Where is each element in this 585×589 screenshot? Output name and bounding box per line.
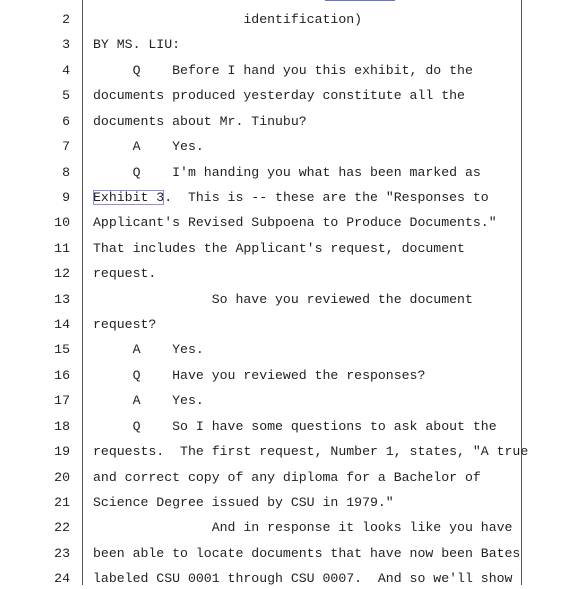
line-text <box>93 137 204 157</box>
line-text <box>93 239 465 259</box>
line-number: 12 <box>54 266 70 282</box>
line-text <box>93 569 512 589</box>
line-number: 20 <box>54 469 70 485</box>
line-text-segment: documents about Mr. Tinubu? <box>93 113 307 129</box>
transcript-line <box>0 290 585 310</box>
line-text <box>93 35 180 55</box>
line-number: 3 <box>62 37 70 53</box>
transcript-line <box>0 417 585 437</box>
transcript-line <box>0 340 585 360</box>
transcript-line <box>0 391 585 411</box>
line-text <box>93 163 481 183</box>
line-text-segment: requests. The first request, Number 1, states, "A true <box>93 444 529 460</box>
line-number: 14 <box>54 317 70 333</box>
line-text-segment: A Yes. <box>93 139 204 155</box>
line-text-segment: And in response it looks like you have <box>93 520 513 536</box>
transcript-line <box>0 86 585 106</box>
transcript-line <box>0 112 585 132</box>
line-text <box>93 61 473 81</box>
transcript-line <box>0 544 585 564</box>
line-text-segment: and correct copy of any diploma for a Bachelor of <box>93 469 481 485</box>
line-text <box>93 442 528 462</box>
transcript-line <box>0 163 585 183</box>
line-text-segment: So have you reviewed the document <box>93 291 473 307</box>
transcript-line <box>0 569 585 589</box>
transcript-line <box>0 518 585 538</box>
transcript-line <box>0 366 585 386</box>
line-number: 9 <box>62 189 70 205</box>
transcript-line <box>0 264 585 284</box>
line-number: 5 <box>62 88 70 104</box>
line-text-segment: identification) <box>93 12 363 27</box>
transcript-line <box>0 188 585 208</box>
line-number: 23 <box>54 545 70 561</box>
line-number: 8 <box>62 164 70 180</box>
line-text-segment: been able to locate documents that have now been Bates <box>93 545 521 561</box>
transcript-line <box>0 35 585 55</box>
line-text-segment: request. <box>93 266 157 282</box>
transcript-line <box>0 315 585 335</box>
line-text <box>93 188 489 208</box>
line-text <box>93 518 512 538</box>
line-number: 15 <box>54 342 70 358</box>
line-text-segment: A Yes. <box>93 342 204 358</box>
line-text-segment: Applicant's Revised Subpoena to Produce Documents." <box>93 215 497 231</box>
line-text-segment: Science Degree issued by CSU in 1979." <box>93 494 394 510</box>
line-text <box>93 10 362 30</box>
line-number: 17 <box>54 393 70 409</box>
line-number: 7 <box>62 139 70 155</box>
line-text <box>93 112 307 132</box>
transcript-line <box>0 442 585 462</box>
line-text <box>93 86 465 106</box>
transcript-line <box>0 493 585 513</box>
exhibit-link-highlight <box>325 0 395 1</box>
transcript-line <box>0 239 585 259</box>
line-number: 6 <box>62 113 70 129</box>
line-number: 18 <box>54 418 70 434</box>
line-number: 19 <box>54 444 70 460</box>
line-text-segment: Q I'm handing you what has been marked as <box>93 164 481 180</box>
line-text-segment: Q Have you reviewed the responses? <box>93 367 426 383</box>
line-text <box>93 315 156 335</box>
line-text <box>93 493 394 513</box>
transcript-line <box>0 213 585 233</box>
line-text <box>93 468 481 488</box>
line-number: 11 <box>54 240 70 256</box>
line-number: 13 <box>54 291 70 307</box>
line-number: 24 <box>54 571 70 587</box>
line-number: 10 <box>54 215 70 231</box>
transcript-line <box>0 468 585 488</box>
line-text-segment: documents produced yesterday constitute all the <box>93 88 465 104</box>
line-number: 2 <box>62 12 70 27</box>
transcript-line <box>0 137 585 157</box>
line-number: 22 <box>54 520 70 536</box>
line-text <box>93 366 425 386</box>
transcript-line <box>0 61 585 81</box>
line-text-segment: . This is -- these are the "Responses to <box>164 189 489 205</box>
line-text-segment: BY MS. LIU: <box>93 37 181 53</box>
line-text-segment: request? <box>93 317 157 333</box>
line-text <box>93 340 204 360</box>
exhibit-3-link[interactable]: Exhibit 3 <box>93 189 165 205</box>
line-text <box>93 544 520 564</box>
line-text-segment: Q Before I hand you this exhibit, do the <box>93 62 473 78</box>
line-text <box>93 264 156 284</box>
line-text <box>93 213 497 233</box>
line-text <box>93 417 497 437</box>
transcript-line <box>0 10 585 30</box>
line-text <box>93 290 473 310</box>
line-number: 21 <box>54 494 70 510</box>
line-text-segment: Q So I have some questions to ask about the <box>93 418 497 434</box>
line-text-segment: A Yes. <box>93 393 204 409</box>
line-text-segment: That includes the Applicant's request, document <box>93 240 465 256</box>
line-number: 4 <box>62 62 70 78</box>
line-text-segment: labeled CSU 0001 through CSU 0007. And so we'll show <box>93 571 513 587</box>
line-text <box>93 391 204 411</box>
line-number: 16 <box>54 367 70 383</box>
